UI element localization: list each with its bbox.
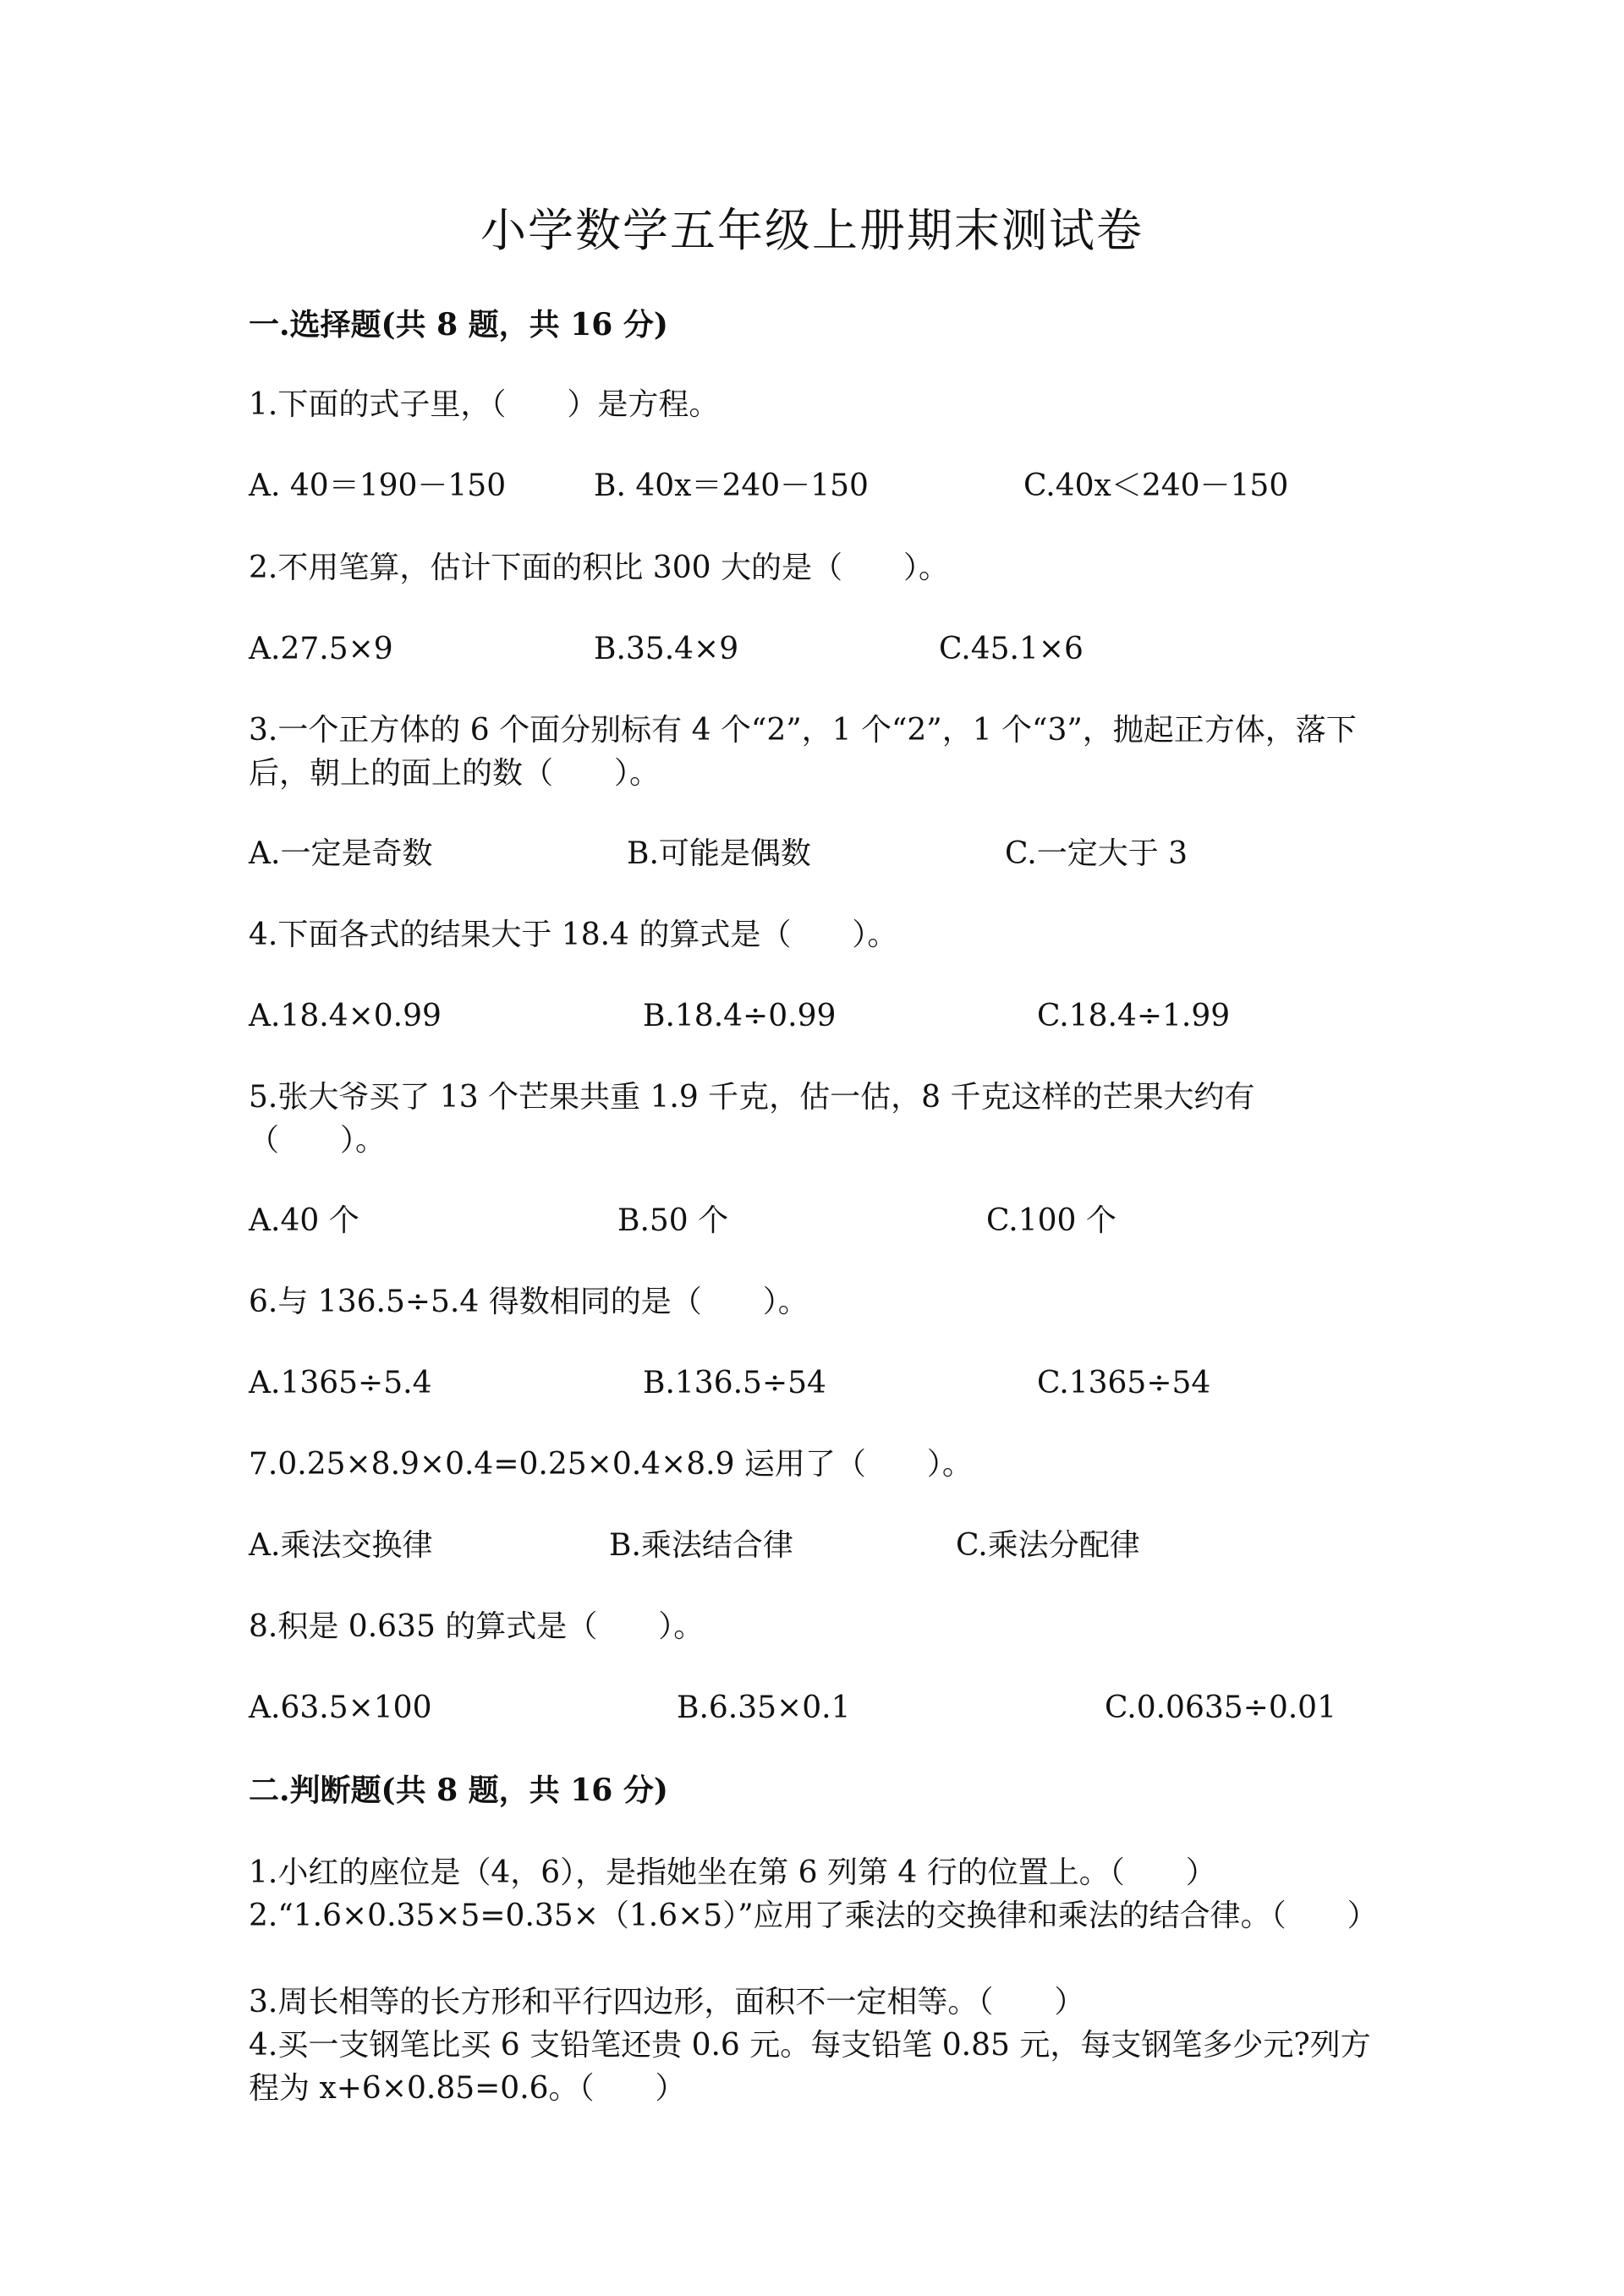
- judge-question-1: 1.小红的座位是（4，6），是指她坐在第 6 列第 4 行的位置上。（ ）: [249, 1855, 1216, 1890]
- judge-question-4: 4.买一支钢笔比买 6 支铅笔还贵 0.6 元。每支铅笔 0.85 元，每支钢笔多少元?列方程为 x+6×0.85=0.6。（ ）: [249, 2028, 1371, 2106]
- judge-question-3: 3.周长相等的长方形和平行四边形，面积不一定相等。（ ）: [249, 1985, 1085, 2019]
- option-b: B. 40x＝240－150: [594, 469, 869, 503]
- choice-question-6: 6.与 136.5÷5.4 得数相同的是（ ）。: [249, 1285, 809, 1319]
- options-row-5: [249, 1200, 1433, 1242]
- option-c: C.1365÷54: [1037, 1366, 1211, 1400]
- choice-question-4: 4.下面各式的结果大于 18.4 的算式是（ ）。: [249, 918, 898, 952]
- choice-question-7: 7.0.25×8.9×0.4=0.25×0.4×8.9 运用了（ ）。: [249, 1447, 973, 1482]
- option-c: C.一定大于 3: [1005, 836, 1188, 871]
- option-b: B.6.35×0.1: [677, 1690, 851, 1725]
- options-row-8: [249, 1687, 1433, 1729]
- page-title: 小学数学五年级上册期末测试卷: [480, 204, 1144, 257]
- options-row-3: [249, 833, 1433, 875]
- choice-question-1: 1.下面的式子里，（ ）是方程。: [249, 387, 720, 422]
- option-b: B.50 个: [617, 1203, 729, 1238]
- option-c: C.40x＜240－150: [1023, 469, 1289, 503]
- option-b: B.乘法结合律: [609, 1528, 793, 1563]
- option-b: B.136.5÷54: [643, 1366, 826, 1400]
- option-a: A.63.5×100: [249, 1690, 432, 1725]
- option-a: A.乘法交换律: [249, 1528, 433, 1563]
- choice-question-8: 8.积是 0.635 的算式是（ ）。: [249, 1609, 705, 1644]
- judge-question-2: 2.“1.6×0.35×5=0.35×（1.6×5）”应用了乘法的交换律和乘法的结合律。（ ）: [249, 1899, 1378, 1933]
- option-a: A. 40＝190－150: [249, 469, 507, 503]
- option-b: B.可能是偶数: [627, 836, 811, 871]
- section-heading-choice: 一.选择题(共 8 题，共 16 分): [249, 307, 668, 342]
- option-c: C.18.4÷1.99: [1037, 999, 1231, 1033]
- option-a: A.27.5×9: [249, 632, 393, 666]
- option-c: C.0.0635÷0.01: [1105, 1690, 1336, 1725]
- option-b: B.18.4÷0.99: [643, 999, 837, 1033]
- options-row-6: [249, 1362, 1433, 1405]
- choice-question-5: 5.张大爷买了 13 个芒果共重 1.9 千克，估一估，8 千克这样的芒果大约有（ ）。: [249, 1080, 1255, 1158]
- options-row-4: [249, 995, 1433, 1038]
- choice-question-2: 2.不用笔算，估计下面的积比 300 大的是（ ）。: [249, 551, 949, 585]
- option-a: A.1365÷5.4: [249, 1366, 432, 1400]
- options-row-7: [249, 1525, 1433, 1567]
- option-a: A.40 个: [249, 1203, 359, 1238]
- options-row-1: [249, 465, 1433, 507]
- section-heading-judgement: 二.判断题(共 8 题，共 16 分): [249, 1773, 668, 1808]
- option-a: A.18.4×0.99: [249, 999, 442, 1033]
- choice-question-3: 3.一个正方体的 6 个面分别标有 4 个“2”，1 个“2”，1 个“3”，抛起正方体，落下后，朝上的面上的数（ ）。: [249, 713, 1357, 791]
- options-row-2: [249, 628, 1433, 671]
- option-c: C.45.1×6: [939, 632, 1084, 666]
- option-c: C.乘法分配律: [956, 1528, 1140, 1563]
- option-b: B.35.4×9: [594, 632, 739, 666]
- option-c: C.100 个: [986, 1203, 1116, 1238]
- option-a: A.一定是奇数: [249, 836, 433, 871]
